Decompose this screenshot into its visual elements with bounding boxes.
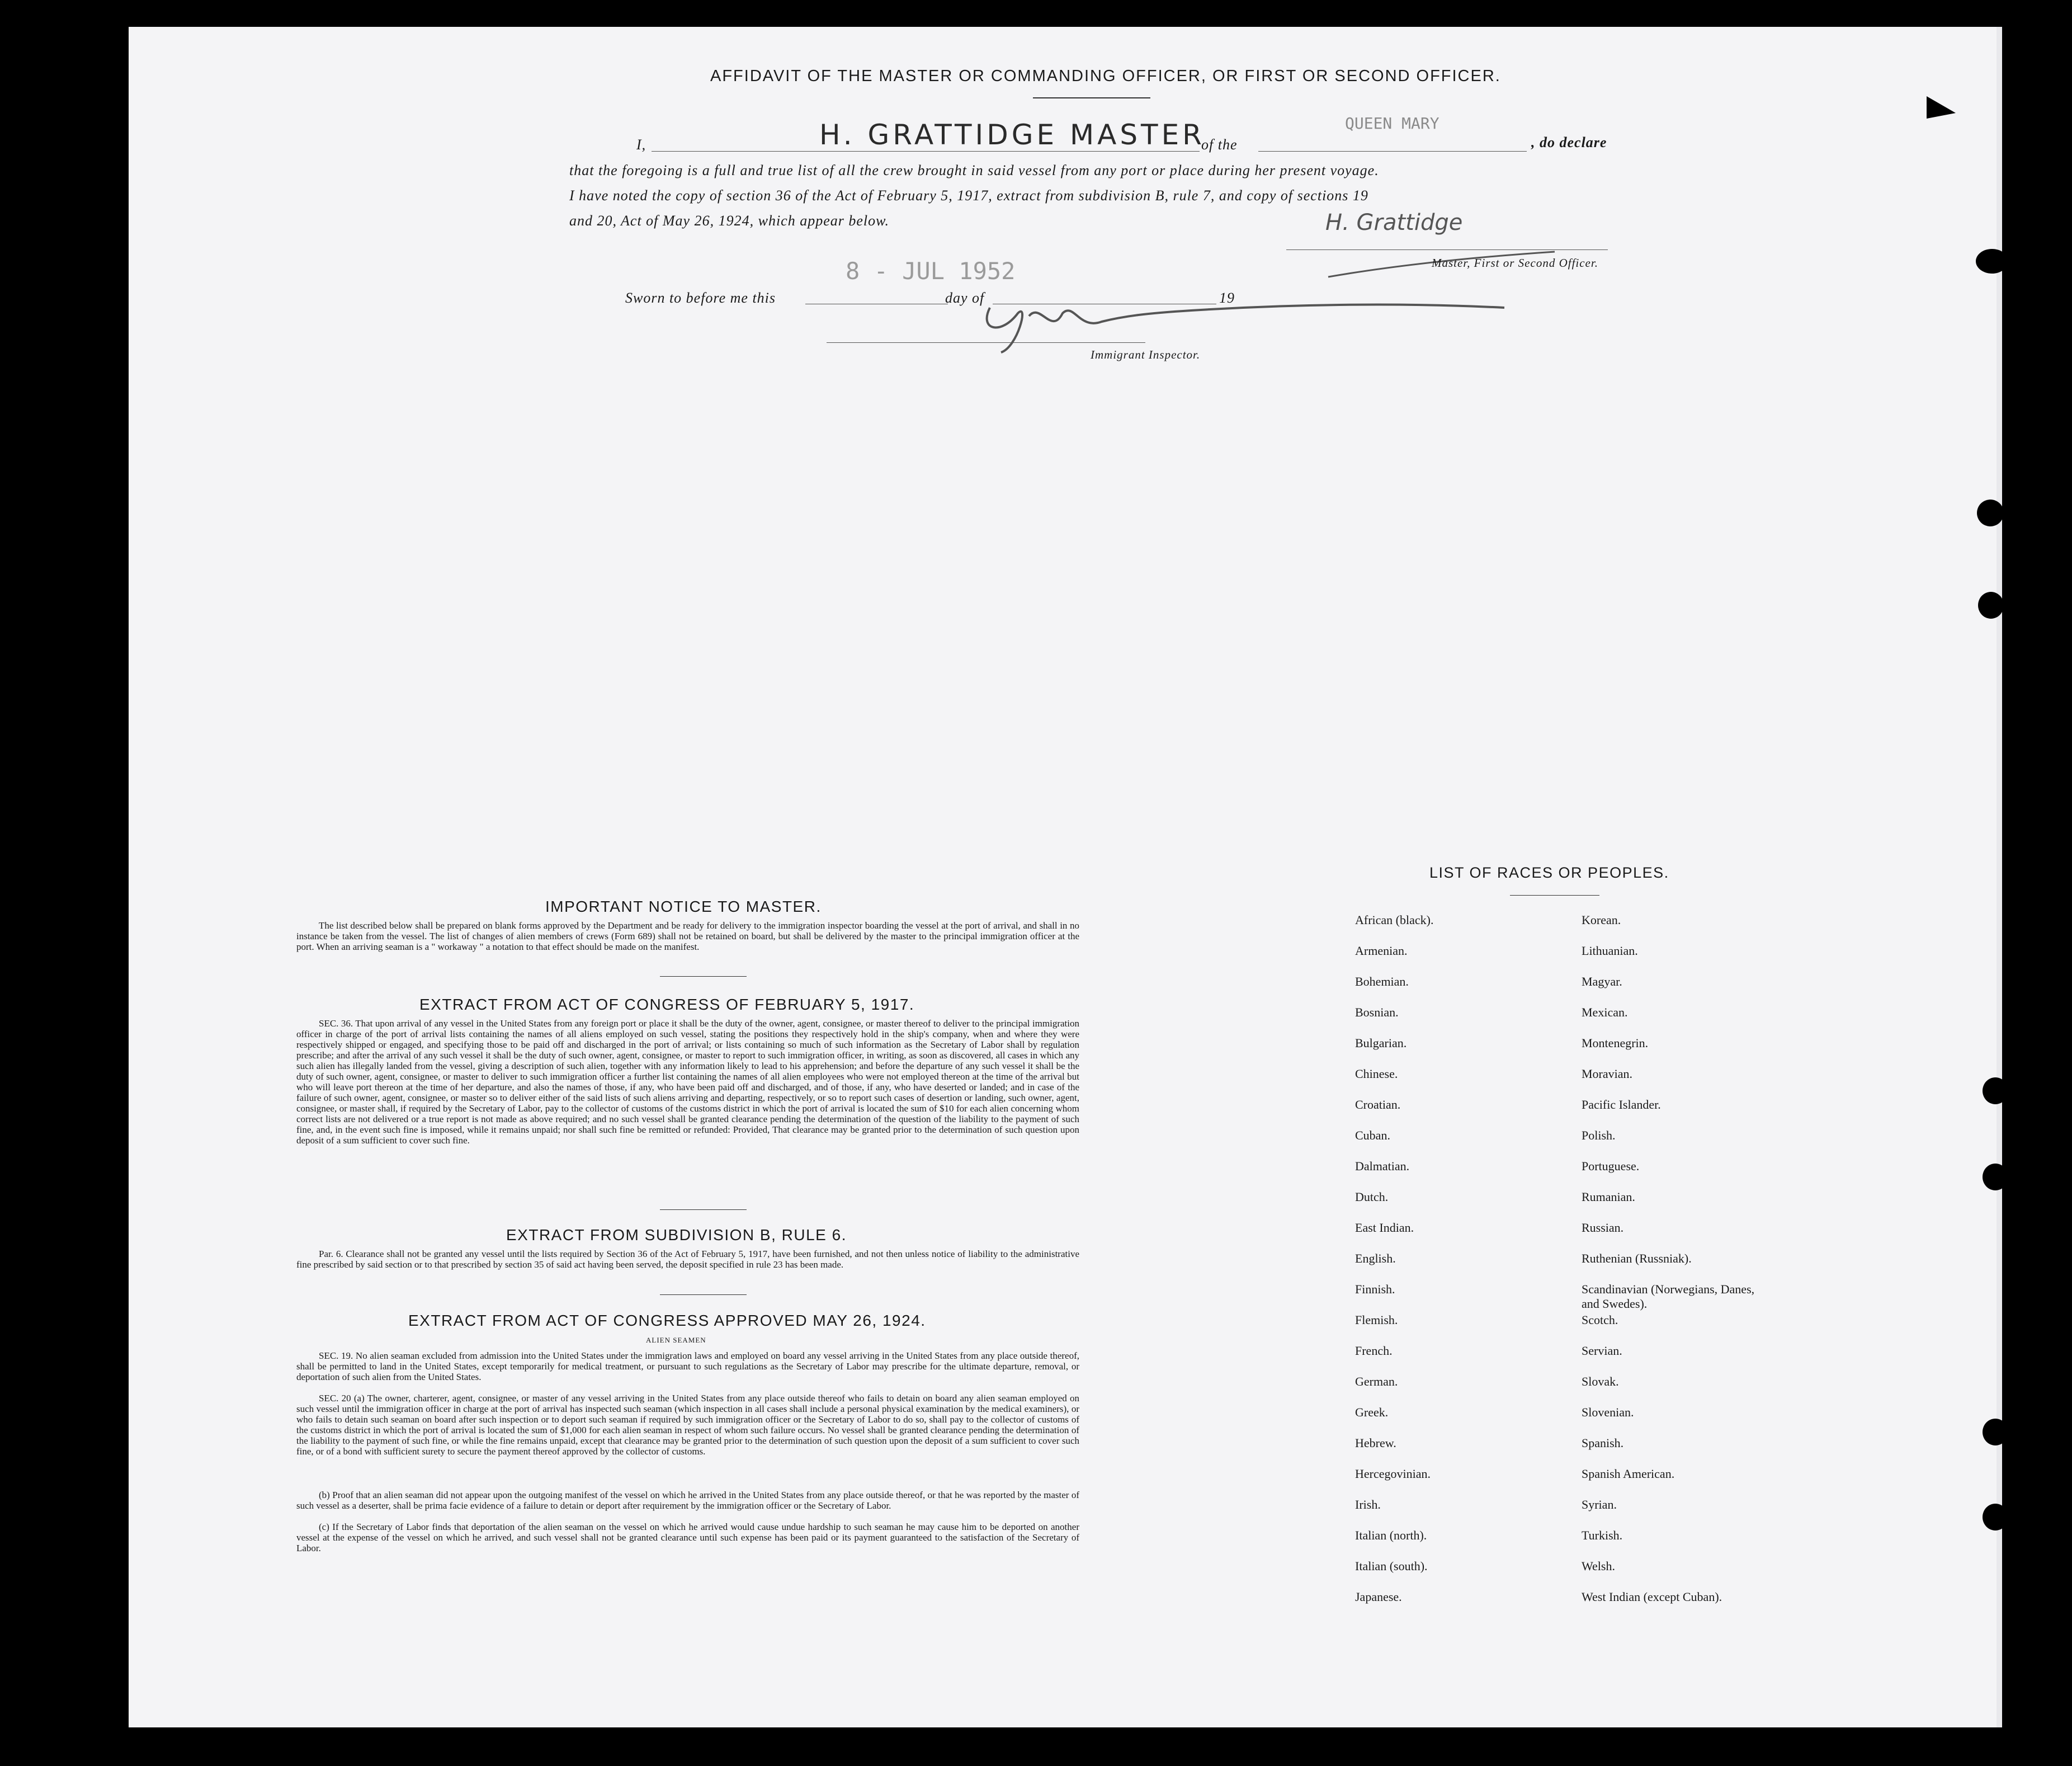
binder-hole [1976, 249, 2008, 274]
race-item: Korean. [1582, 913, 1621, 927]
name-line [652, 151, 1200, 152]
binder-hole [1977, 500, 2004, 526]
race-item: Bohemian. [1355, 974, 1409, 988]
race-item: Spanish. [1582, 1436, 1624, 1450]
subdivision-body: Par. 6. Clearance shall not be granted any vessel until the lists required by Section 36 of the Act of February 5, 1917, have been furnished, and not then unless notice of liability to the administrative fine prescribed by said section or to that prescribed by section 35 of said act having been served, the deposit specified in rule 23 has been made. [296, 1249, 1079, 1270]
race-item: Irish. [1355, 1497, 1381, 1511]
affidavit-title: AFFIDAVIT OF THE MASTER OR COMMANDING OFFICER, OR FIRST OR SECOND OFFICER. [710, 67, 1501, 85]
binder-hole [1983, 1164, 2008, 1190]
title-underline [1033, 97, 1150, 98]
extract-1917-rule [660, 1209, 747, 1210]
race-item: Pacific Islander. [1582, 1098, 1661, 1112]
race-item: Hercegovinian. [1355, 1467, 1431, 1481]
race-item: Servian. [1582, 1344, 1622, 1358]
race-item: Montenegrin. [1582, 1036, 1649, 1050]
race-item: German. [1355, 1374, 1398, 1388]
corner-tab-icon [1927, 96, 1956, 122]
master-name-handwritten: H. GRATTIDGE MASTER [819, 119, 1205, 151]
race-item: African (black). [1355, 913, 1434, 927]
binder-hole [1983, 1504, 2008, 1530]
race-item: Mexican. [1582, 1005, 1628, 1019]
race-item: Bosnian. [1355, 1005, 1399, 1019]
affidavit-line-4: and 20, Act of May 26, 1924, which appear below. [569, 213, 890, 229]
race-item: Dutch. [1355, 1190, 1389, 1204]
inspector-signature-icon [967, 291, 1516, 358]
race-item: Armenian. [1355, 944, 1408, 958]
races-rule [1510, 895, 1599, 896]
races-title: LIST OF RACES OR PEOPLES. [1429, 864, 1669, 881]
binder-hole [1983, 1419, 2008, 1445]
race-item: Ruthenian (Russniak). [1582, 1251, 1692, 1265]
race-item: Slovenian. [1582, 1405, 1634, 1419]
race-item: Syrian. [1582, 1497, 1617, 1511]
subdivision-rule [660, 1294, 747, 1295]
race-item: Greek. [1355, 1405, 1389, 1419]
of-the-label: of the [1201, 136, 1238, 153]
extract-1924-subtitle: ALIEN SEAMEN [646, 1336, 706, 1344]
race-item: English. [1355, 1251, 1396, 1265]
race-item: Spanish American. [1582, 1467, 1675, 1481]
race-item: Lithuanian. [1582, 944, 1638, 958]
extract-1917-title: EXTRACT FROM ACT OF CONGRESS OF FEBRUARY 5, 1917. [419, 996, 915, 1013]
race-item: Dalmatian. [1355, 1159, 1410, 1173]
extract-1924-sec20a: SEC. 20 (a) The owner, charterer, agent, consignee, or master of any vessel arriving in the United States from any place outside thereof who fails to detain on board any alien seaman employed on such vessel until the immigration officer in charge at the port of arrival has inspected such seaman (which inspection in all cases shall include a personal physical examination by the medical examiners), or who fails to detain such seaman on board after such inspection or to deport such seaman if required by such immigration officer or the Secretary of Labor to do so, shall pay to the collector of customs of the customs district in which the port of arrival is located the sum of $1,000 for each alien seaman in respect of whom such failure occurs. No vessel shall be granted clearance pending the determination of the liability to the payment of such fine, or while the fine remains unpaid, except that clearance may be granted prior to the determination of such question upon the deposit of a sum sufficient to cover such fine, or of a bond with sufficient surety to secure the payment thereof approved by the collector of customs. [296, 1393, 1079, 1457]
extract-1924-title: EXTRACT FROM ACT OF CONGRESS APPROVED MAY 26, 1924. [408, 1312, 926, 1329]
year-prefix: 19 [1219, 290, 1235, 306]
day-of-label: day of [945, 290, 985, 306]
race-item: Rumanian. [1582, 1190, 1635, 1204]
race-item: Italian (south). [1355, 1559, 1428, 1573]
form-page [129, 27, 2002, 1727]
declarant-prefix: I, [636, 136, 646, 153]
race-item: French. [1355, 1344, 1393, 1358]
race-item: Italian (north). [1355, 1528, 1427, 1542]
ship-line [1258, 151, 1527, 152]
binder-hole [1978, 592, 2004, 619]
race-item: Welsh. [1582, 1559, 1615, 1573]
race-item: Finnish. [1355, 1282, 1395, 1296]
master-caption: Master, First or Second Officer. [1432, 256, 1598, 270]
race-item: Hebrew. [1355, 1436, 1396, 1450]
race-item: Slovak. [1582, 1374, 1619, 1388]
binder-hole [1983, 1077, 2008, 1104]
race-item: Turkish. [1582, 1528, 1623, 1542]
subdivision-title: EXTRACT FROM SUBDIVISION B, RULE 6. [506, 1226, 847, 1244]
race-item: Japanese. [1355, 1590, 1402, 1604]
extract-1917-body: SEC. 36. That upon arrival of any vessel in the United States from any foreign port or place it shall be the duty of the owner, agent, consignee, or master thereof to deliver to the principal immigration officer in charge of the port of arrival lists containing the names of all aliens employed on such vessel, stating the positions they respectively hold in the ship's company, when and where they were respectively shipped or engaged, and specifying those to be paid off and discharged in the port of arrival; or lists containing so much of such information as the Secretary of Labor shall by regulation prescribe; and after the arrival of any such vessel it shall be the duty of such owner, agent, consignee, or master to report to such immigration officer, in writing, as soon as discovered, all cases in which any such alien has illegally landed from the vessel, giving a description of such alien, together with any information likely to lead to his apprehension; and before the departure of any such vessel it shall be the duty of such owner, agent, consignee, or master to deliver to such immigration officer a further list containing the names of all alien employees who were not employed thereon at the time of the arrival but who will leave port thereon at the time of her departure, and also the names of those, if any, who have been paid off and discharged, and of those, if any, who have deserted or landed; and in case of the failure of such owner, agent, consignee, or master so to deliver either of the said lists of such aliens arriving and departing, respectively, or so to report such cases of desertion or landing, such owner, agent, consignee, or master shall, if required by the Secretary of Labor, pay to the collector of customs of the customs district in which the port of arrival is located the sum of $10 for each alien concerning whom correct lists are not delivered or a true report is not made as above required; and no such vessel shall be granted clearance pending the determination of the question of the liability to the payment of such fine, and, in the event such fine is imposed, while it remains unpaid; nor shall such fine be remitted or refunded: Provided, That clearance may be granted prior to the determination of such question upon deposit of a sum sufficient to cover such fine. [296, 1018, 1079, 1146]
notice-body: The list described below shall be prepared on blank forms approved by the Department and be ready for delivery to the immigration inspector boarding the vessel at the port of arrival, and shall in no instance be taken from the vessel. The list of changes of alien members of crews (Form 689) shall not be retained on board, but shall be delivered by the master to the principal immigration officer at the port. When an arriving seaman is a " workaway " a notation to that effect should be made on the manifest. [296, 920, 1079, 952]
race-item: West Indian (except Cuban). [1582, 1590, 1722, 1604]
race-item: Cuban. [1355, 1128, 1390, 1142]
sworn-prefix: Sworn to before me this [625, 290, 776, 306]
race-item: Flemish. [1355, 1313, 1398, 1327]
race-item: East Indian. [1355, 1221, 1414, 1235]
extract-1924-sec20c: (c) If the Secretary of Labor finds that deportation of the alien seaman on the vessel on which he arrived would cause undue hardship to such seaman he may cause him to be deported on another vessel at the expense of the vessel on which he arrived, and such vessel shall not be granted clearance until such expense has been paid or its payment guaranteed to the satisfaction of the Secretary of Labor. [296, 1522, 1079, 1553]
race-item: Moravian. [1582, 1067, 1633, 1081]
race-item: Polish. [1582, 1128, 1616, 1142]
master-signature: H. Grattidge [1325, 210, 1463, 236]
race-item: Scotch. [1582, 1313, 1618, 1327]
do-declare-label: , do declare [1531, 134, 1607, 150]
race-item: Croatian. [1355, 1098, 1401, 1112]
notice-rule [660, 976, 747, 977]
notice-title: IMPORTANT NOTICE TO MASTER. [545, 898, 822, 915]
inspector-caption: Immigrant Inspector. [1091, 348, 1201, 361]
date-stamp: 8 - JUL 1952 [846, 257, 1016, 285]
race-item: Russian. [1582, 1221, 1624, 1235]
race-item: Bulgarian. [1355, 1036, 1407, 1050]
race-item: Chinese. [1355, 1067, 1398, 1081]
race-item: Scandinavian (Norwegians, Danes, and Swedes). [1582, 1282, 1755, 1311]
extract-1924-sec19: SEC. 19. No alien seaman excluded from admission into the United States under the immigration laws and employed on board any vessel arriving in the United States from any place outside thereof, shall be permitted to land in the United States, except temporarily for medical treatment, or pursuant to such regulations as the Secretary of Labor may prescribe for the ultimate departure, removal, or deportation of such alien from the United States. [296, 1350, 1079, 1382]
affidavit-line-3: I have noted the copy of section 36 of the Act of February 5, 1917, extract from subdivision B, rule 7, and copy of sections 19 [569, 187, 1368, 204]
ship-name-stamp: QUEEN MARY [1345, 114, 1439, 133]
race-item: Magyar. [1582, 974, 1622, 988]
affidavit-line-2: that the foregoing is a full and true list of all the crew brought in said vessel from any port or place during her present voyage. [569, 162, 1379, 178]
inspector-line [827, 342, 1145, 343]
extract-1924-sec20b: (b) Proof that an alien seaman did not appear upon the outgoing manifest of the vessel on which he arrived in the United States from any place outside thereof, or that he was reported by the master of such vessel as a deserter, shall be prima facie evidence of a failure to detain or deport after requirement by the immigration officer or the Secretary of Labor. [296, 1490, 1079, 1511]
race-item: Portuguese. [1582, 1159, 1640, 1173]
